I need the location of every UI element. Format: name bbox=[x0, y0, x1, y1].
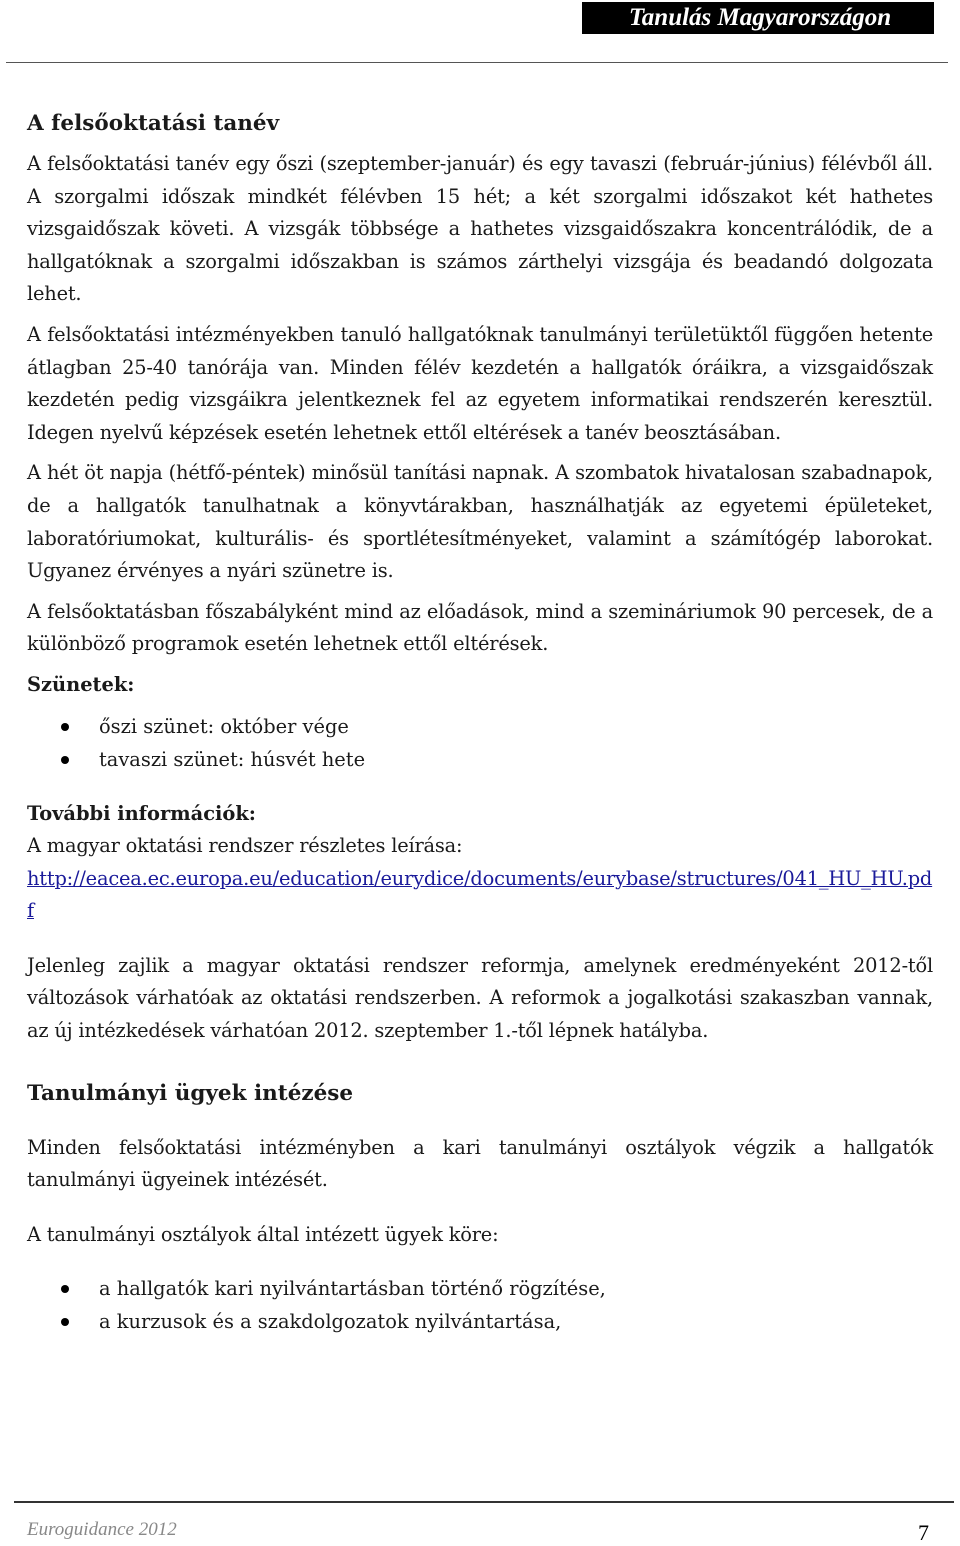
list-item-text: a kurzusok és a szakdolgozatok nyilvántartása, bbox=[99, 1310, 562, 1334]
list-item bbox=[27, 744, 933, 777]
paragraph-weekly-hours: A felsőoktatási intézményekben tanuló hallgatóknak tanulmányi területüktől függően hetente átlagban 25-40 tanórája van. Minden félév kezdetén a hallgatók óráikra, a vizsgaidőszak kezdetén pedig vizsgáikra jelentkeznek fel az egyetem informatikai rendszerén keresztül. Idegen nyelvű képzések esetén lehetnek ettől eltérések a tanév beosztásában. bbox=[27, 322, 933, 444]
page-number: 7 bbox=[918, 1520, 929, 1545]
bullet-icon bbox=[61, 723, 69, 731]
running-header-title: Tanulás Magyarországon bbox=[582, 2, 934, 34]
paragraph-semesters: A felsőoktatási tanév egy őszi (szeptember-január) és egy tavaszi (február-június) félévből áll. A szorgalmi időszak mindkét félévben 15 hét; a két szorgalmi időszakot két hathetes vizsgaidőszak követi. A vizsgák többsége a hathetes vizsgaidőszakra koncentrálódik, de a hallgatóknak a szorgalmi időszakban is számos zárthelyi vizsgája és beadandó dolgozata lehet. bbox=[27, 152, 933, 306]
paragraph-lecture-length: A felsőoktatásban főszabályként mind az előadások, mind a szemináriumok 90 percesek, de a különböző programok esetén lehetnek ettől eltérések. bbox=[27, 599, 933, 656]
footer-publisher: Euroguidance 2012 bbox=[27, 1519, 177, 1540]
breaks-heading: Szünetek: bbox=[27, 672, 135, 696]
footer-divider bbox=[14, 1501, 954, 1503]
section-heading-academic-year: A felsőoktatási tanév bbox=[27, 111, 280, 136]
section-heading-student-affairs: Tanulmányi ügyek intézése bbox=[27, 1080, 354, 1106]
breaks-list bbox=[27, 711, 933, 776]
list-item bbox=[27, 1273, 933, 1306]
list-item-text: tavaszi szünet: húsvét hete bbox=[99, 747, 366, 771]
paragraph-student-affairs: Minden felsőoktatási intézményben a kari tanulmányi osztályok végzik a hallgatók tanulmányi ügyeinek intézését. bbox=[27, 1135, 933, 1192]
bullet-icon bbox=[61, 1318, 69, 1326]
student-affairs-list-intro: A tanulmányi osztályok által intézett ügyek köre: bbox=[27, 1222, 499, 1246]
more-info-intro: A magyar oktatási rendszer részletes leírása: bbox=[27, 834, 463, 858]
bullet-icon bbox=[61, 1285, 69, 1293]
eurydice-document-link[interactable]: http://eacea.ec.europa.eu/education/eurydice/documents/eurybase/structures/041_HU_HU.pdf bbox=[27, 866, 933, 923]
list-item-text: őszi szünet: október vége bbox=[99, 714, 349, 738]
list-item-text: a hallgatók kari nyilvántartásban történő rögzítése, bbox=[99, 1277, 606, 1301]
more-info-link-line bbox=[27, 863, 933, 928]
paragraph-teaching-days: A hét öt napja (hétfő-péntek) minősül tanítási napnak. A szombatok hivatalosan szabadnapok, de a hallgatók tanulhatnak a könyvtárakban, használhatják az egyetemi épületeket, laboratóriumokat, kulturális- és sportlétesítményeket, valamint a számítógép laborokat. Ugyanez érvényes a nyári szünetre is. bbox=[27, 461, 933, 583]
list-item bbox=[27, 1306, 933, 1339]
student-affairs-list bbox=[27, 1273, 933, 1338]
more-info-heading: További információk: bbox=[27, 802, 256, 826]
bullet-icon bbox=[61, 756, 69, 764]
page-content bbox=[27, 108, 933, 1339]
paragraph-reform: Jelenleg zajlik a magyar oktatási rendszer reformja, amelynek eredményeként 2012-től változások várhatóak az oktatási rendszerben. A reformok a jogalkotási szakaszban vannak, az új intézkedések várhatóan 2012. szeptember 1.-től lépnek hatályba. bbox=[27, 953, 933, 1043]
header-divider bbox=[6, 62, 948, 63]
list-item bbox=[27, 711, 933, 744]
